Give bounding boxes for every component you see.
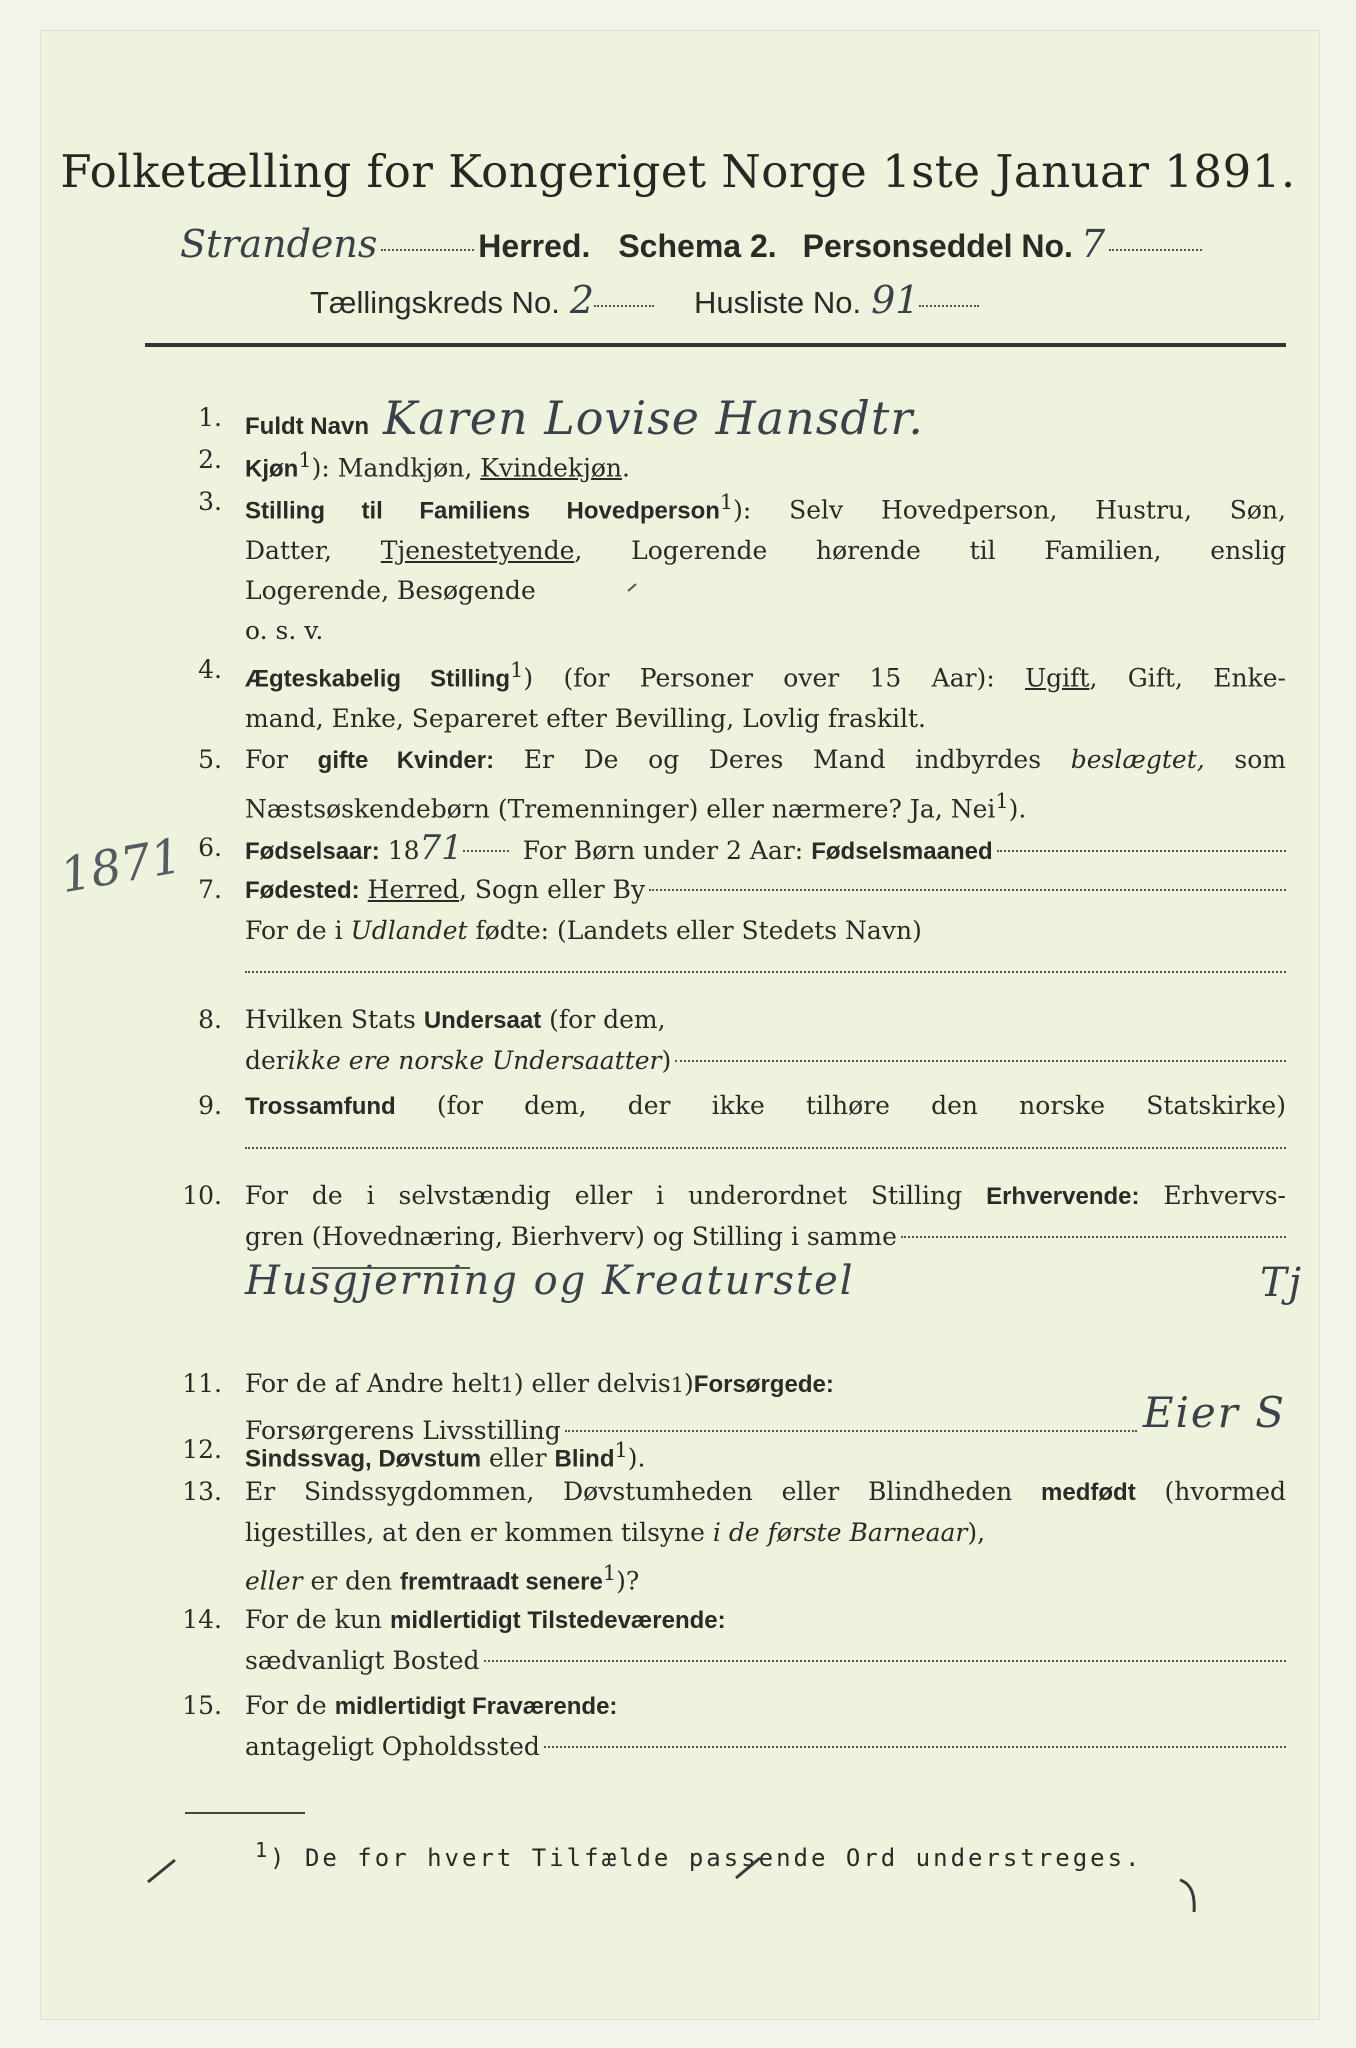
footnote-mark: 1 — [255, 1838, 271, 1862]
field-label: Fødselsaar: — [245, 838, 380, 865]
field-text: mand, Enke, Separeret efter Bevilling, Lovlig fraskilt. — [245, 704, 926, 734]
field-text: o. s. v. — [245, 616, 324, 646]
field-text: )? — [616, 1566, 640, 1596]
field-text: Udlandet — [350, 916, 468, 945]
field-text: ): Selv Hovedperson, Hustru, Søn, — [733, 495, 1286, 525]
herred-value: Strandens — [180, 222, 378, 266]
field-text: For de i — [245, 916, 351, 945]
field-text: For Børn under 2 Aar: — [522, 836, 804, 865]
field-text: , Sogn eller By — [458, 875, 646, 904]
footnote-ref: 1 — [510, 658, 524, 682]
field-label: Fuldt Navn — [245, 413, 369, 440]
footnote-text: ) De for hvert Tilfælde passende Ord understreges. — [270, 1844, 1143, 1872]
marital-selected: Ugift — [1025, 663, 1090, 693]
full-name-value: Karen Lovise Hansdtr. — [383, 391, 924, 445]
field-text: ) — [661, 1046, 672, 1075]
position-selected: Tjenestetyende — [380, 536, 575, 566]
taellingskreds-label: Tællingskreds No. — [310, 285, 560, 320]
pencil-tick-mark — [736, 1858, 760, 1878]
personseddel-value: 7 — [1080, 222, 1106, 266]
birthplace-selected: Herred — [367, 875, 459, 904]
form-title: Folketælling for Kongeriget Norge 1ste Januar 1891. — [60, 145, 1296, 198]
field-number: 4. — [198, 655, 222, 684]
field-text: . — [622, 453, 630, 483]
field-number: 3. — [198, 487, 222, 516]
field-label: Undersaat — [423, 1007, 542, 1034]
field-text: Datter, — [245, 536, 381, 566]
footnote-ref: 1 — [719, 490, 734, 514]
husliste-value: 91 — [871, 278, 920, 322]
field-text: ) (for Personer over 15 Aar): — [523, 663, 1026, 693]
field-label: midlertidigt Tilstedeværende: — [389, 1607, 726, 1634]
field-text: Erhvervs- — [1139, 1181, 1286, 1210]
field-text: antageligt Opholdssted — [245, 1732, 540, 1761]
field-text: Forsørgerens Livsstilling — [245, 1416, 561, 1445]
field-label: Fødested: — [245, 877, 360, 904]
field-label: midlertidigt Fraværende: — [334, 1693, 618, 1720]
field-label: Stilling til Familiens Hovedperson — [245, 497, 720, 525]
field-text: Hvilken Stats — [245, 1005, 424, 1034]
sex-selected: Kvindekjøn — [480, 453, 623, 483]
schema-label: Schema 2. — [618, 228, 777, 264]
field-text: ): Mandkjøn, — [311, 453, 481, 483]
field-text: For de af Andre helt — [245, 1369, 501, 1398]
field-label: gifte Kvinder: — [317, 747, 495, 774]
field-text: ) — [684, 1369, 694, 1398]
supporter-value: Eier S — [1142, 1388, 1286, 1437]
field-text: Logerende, Besøgende — [245, 576, 536, 606]
field-text: For de kun — [245, 1605, 390, 1634]
footnote-ref: 1 — [670, 1373, 685, 1397]
field-label: Erhvervende: — [986, 1183, 1140, 1210]
footnote-ref: 1 — [614, 1438, 628, 1462]
field-text: der — [245, 1046, 288, 1075]
field-label: Kjøn — [245, 455, 299, 483]
footnote-ref: 1 — [602, 1561, 617, 1585]
field-number: 8. — [198, 1005, 222, 1034]
field-number: 14. — [182, 1605, 222, 1634]
pencil-tick-mark — [148, 1860, 175, 1882]
field-text: ) eller delvis — [513, 1369, 671, 1398]
field-text: For — [245, 745, 318, 774]
birth-year-value: 71 — [419, 828, 463, 868]
field-number: 7. — [198, 875, 222, 904]
margin-note-birthyear: 1871 — [56, 827, 187, 905]
field-label: Fødselsmaaned — [811, 838, 993, 865]
field-text: 18 — [387, 836, 420, 865]
field-text: sædvanligt Bosted — [245, 1646, 480, 1675]
occupation-code: Tj — [1260, 1260, 1304, 1306]
field-text: (hvormed — [1135, 1477, 1286, 1506]
field-text: eller — [481, 1443, 555, 1473]
field-label: Trossamfund — [245, 1093, 396, 1120]
field-text: Er De og Deres Mand indbyrdes — [494, 745, 1071, 774]
field-number: 6. — [198, 833, 222, 862]
field-number: 5. — [198, 745, 222, 774]
field-text: ligestilles, at den er kommen tilsyne — [245, 1518, 713, 1547]
field-text: , Logerende hørende til Familien, enslig — [574, 536, 1286, 566]
field-number: 11. — [182, 1369, 222, 1398]
field-text: gren (Hovednæring, Bierhverv) og Stilling i samme — [245, 1222, 897, 1251]
field-label: Blind — [554, 1445, 615, 1473]
field-text: er den — [302, 1566, 401, 1596]
herred-label: Herred. — [478, 228, 591, 264]
field-label: Sindssvag, Døvstum — [245, 1445, 482, 1473]
personseddel-label: Personseddel No. — [802, 228, 1073, 264]
pencil-tick-mark — [1180, 1880, 1194, 1912]
field-text: Er Sindssygdommen, Døvstumheden eller Blindheden — [245, 1477, 1042, 1506]
field-label: fremtraadt senere — [400, 1568, 603, 1596]
field-number: 15. — [182, 1691, 222, 1720]
field-text: fødte: (Landets eller Stedets Navn) — [467, 916, 922, 945]
field-text: For de i selvstændig eller i underordnet Stilling — [245, 1181, 987, 1210]
pencil-tick-mark — [628, 584, 636, 591]
taellingskreds-value: 2 — [569, 278, 594, 322]
footnote-ref: 1 — [995, 789, 1009, 813]
field-number: 13. — [182, 1477, 222, 1506]
field-text: (for dem, — [541, 1005, 666, 1034]
field-label: medfødt — [1041, 1479, 1136, 1506]
field-number: 2. — [198, 445, 222, 474]
field-number: 12. — [182, 1435, 222, 1464]
field-text: (for dem, der ikke tilhøre den norske Statskirke) — [395, 1091, 1286, 1120]
occupation-value: Husgjerning og Kreaturstel — [245, 1258, 855, 1304]
footnote-ref: 1 — [298, 448, 312, 472]
field-text: For de — [245, 1691, 335, 1720]
husliste-label: Husliste No. — [694, 285, 862, 320]
field-number: 10. — [182, 1181, 222, 1210]
field-label: Forsørgede: — [693, 1371, 834, 1398]
field-text: ikke ere norske Undersaatter — [287, 1046, 662, 1075]
field-number: 1. — [198, 403, 222, 432]
field-text: eller — [245, 1566, 303, 1596]
field-text: ). — [627, 1443, 646, 1473]
field-text: som — [1204, 745, 1286, 774]
field-text: ), — [967, 1518, 986, 1547]
field-text: , Gift, Enke- — [1089, 663, 1286, 693]
field-text: i de første Barneaar — [712, 1518, 968, 1547]
field-text: beslægtet, — [1070, 745, 1205, 774]
field-label: Ægteskabelig Stilling — [245, 665, 511, 693]
field-text: Næstsøskendebørn (Tremenninger) eller nærmere? Ja, Nei — [245, 794, 996, 824]
field-number: 9. — [198, 1091, 222, 1120]
footnote-ref: 1 — [500, 1373, 514, 1397]
